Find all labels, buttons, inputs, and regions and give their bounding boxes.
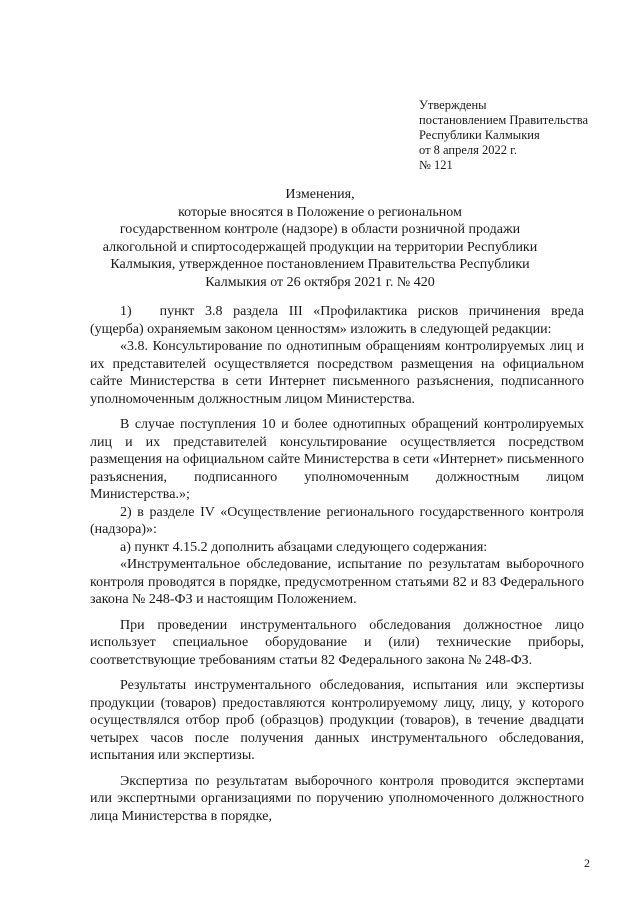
document-title [78, 186, 562, 291]
title-line: которые вносятся в Положение о региональном [178, 204, 462, 220]
paragraph: В случае поступления 10 и более однотипных обращений контролируемых лиц и их представителей консультирование осуществляется посредством размещения на официальном сайте Министерства в сети «Интернет» письменного разъяснения, подписанного уполномоченным должностным лицом Министерства.»; [90, 417, 584, 502]
approval-stamp [419, 98, 588, 173]
paragraph: Экспертиза по результатам выборочного контроля проводится экспертами или экспертными организациями по поручению уполномоченного должностного лица Министерства в порядке, [90, 773, 584, 824]
approval-line: от 8 апреля 2022 г. [419, 143, 517, 157]
paragraph: Результаты инструментального обследования, испытания или экспертизы продукции (товаров) предоставляются контролируемому лицу, лицу, у которого осуществлялся отбор проб (образцов) продукции (товаров), в течение двадцати четырех часов после получения данных инструментального обследования, испытания или экспертизы. [90, 678, 584, 763]
paragraph: «Инструментальное обследование, испытание по результатам выборочного контроля проводятся в порядке, предусмотренном статьями 82 и 83 Федерального закона № 248-ФЗ и настоящим Положением. [90, 557, 584, 607]
title-line: Изменения, [285, 187, 355, 202]
paragraph: 1) пункт 3.8 раздела III «Профилактика рисков причинения вреда (ущерба) охраняемым законом ценностям» изложить в следующей редакции: [90, 304, 584, 337]
paragraph: При проведении инструментального обследования должностное лицо использует специальное оборудование и (или) технические приборы, соответствующие требованиям статьи 82 Федерального закона № 248-ФЗ. [90, 617, 584, 668]
approval-line: постановлением Правительства [419, 113, 589, 127]
approval-line: Утверждены [419, 98, 487, 112]
page-number: 2 [584, 856, 590, 870]
paragraph: 2) в разделе IV «Осуществление регионального государственного контроля (надзора)»: [90, 504, 584, 537]
document-body [90, 303, 584, 825]
title-line: государственном контроле (надзоре) в области розничной продажи [119, 222, 521, 237]
approval-line: № 121 [419, 158, 453, 172]
title-line: алкогольной и спиртосодержащей продукции на территории Республики [102, 239, 538, 255]
approval-line: Республики Калмыкия [419, 128, 540, 142]
paragraph: «3.8. Консультирование по однотипным обращениям контролируемых лиц и их представителей осуществляется посредством размещения на официальном сайте Министерства в сети Интернет письменного разъяснения, подписанного уполномоченным должностным лицом Министерства. [90, 339, 584, 407]
title-line: Калмыкия от 26 октября 2021 г. № 420 [205, 274, 435, 290]
paragraph: а) пункт 4.15.2 дополнить абзацами следующего содержания: [120, 539, 488, 555]
title-line: Калмыкия, утвержденное постановлением Правительства Республики [110, 257, 530, 272]
